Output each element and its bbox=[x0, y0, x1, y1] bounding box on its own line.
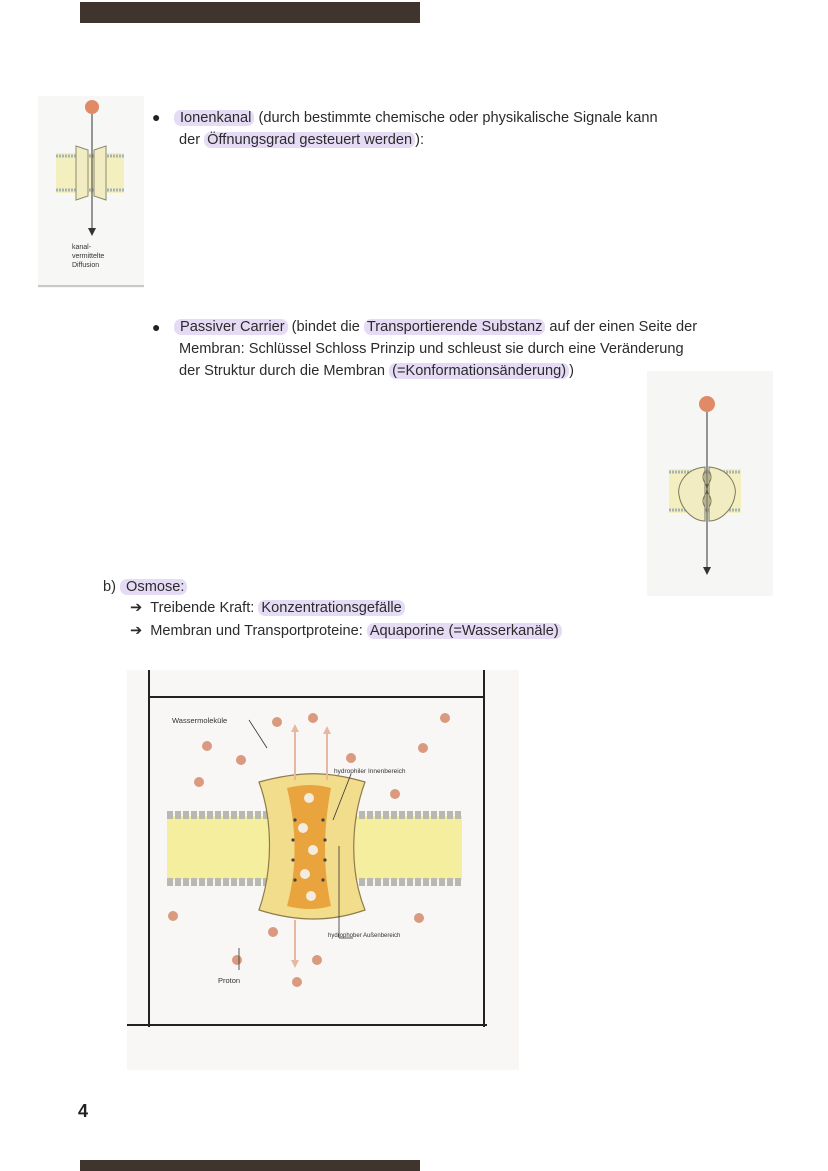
figure-channel-caption: kanal- vermittelte Diffusion bbox=[72, 244, 105, 269]
osmosis-heading: b) Osmose: bbox=[103, 576, 187, 598]
footer-bar bbox=[80, 1160, 420, 1171]
highlight-passive-carrier: Passiver Carrier bbox=[174, 319, 288, 335]
highlight-ion-channel: Ionenkanal bbox=[174, 110, 254, 126]
page-number: 4 bbox=[78, 1101, 89, 1121]
highlight-conformation-change: (=Konformationsänderung) bbox=[389, 363, 569, 379]
header-bar bbox=[80, 2, 420, 23]
molecule-dot bbox=[85, 100, 99, 114]
highlight-aquaporin: Aquaporine (=Wasserkanäle) bbox=[367, 623, 562, 639]
label-water-molecules: Wassermoleküle bbox=[172, 716, 228, 725]
highlight-osmosis: Osmose: bbox=[120, 579, 187, 595]
highlight-transport-substance: Transportierende Substanz bbox=[364, 319, 546, 335]
label-hydrophobic-exterior: hydrophober Außenbereich bbox=[328, 933, 401, 939]
highlight-concentration-gradient: Konzentrationsgefälle bbox=[258, 600, 404, 616]
paragraph-ion-channel: Ionenkanal (durch bestimmte chemische oder physikalische Signale kann der Öffnungsgrad gesteuert werden ): bbox=[174, 107, 754, 151]
highlight-opening-degree: Öffnungsgrad gesteuert werden bbox=[204, 132, 415, 148]
molecule-dot bbox=[699, 396, 715, 412]
osmosis-item-driving-force: ➔ Treibende Kraft: Konzentrationsgefälle bbox=[130, 597, 405, 619]
osmosis-item-membrane: ➔ Membran und Transportproteine: Aquaporine (=Wasserkanäle) bbox=[130, 620, 562, 642]
label-proton: Proton bbox=[218, 976, 241, 985]
paragraph-passive-carrier: Passiver Carrier (bindet die Transportierende Substanz auf der einen Seite der Membran: Schlüssel Schloss Prinzip und schleust sie durch eine Veränderung der Struktur durch die Membran (=Konformationsänderung) ) bbox=[174, 316, 764, 382]
figure-passive-carrier bbox=[647, 371, 773, 596]
figure-aquaporin bbox=[127, 670, 519, 1070]
label-hydrophilic-interior: hydrophiler Innenbereich bbox=[334, 768, 406, 775]
bullet-marker: ● bbox=[152, 319, 161, 335]
bullet-marker: ● bbox=[152, 109, 161, 125]
